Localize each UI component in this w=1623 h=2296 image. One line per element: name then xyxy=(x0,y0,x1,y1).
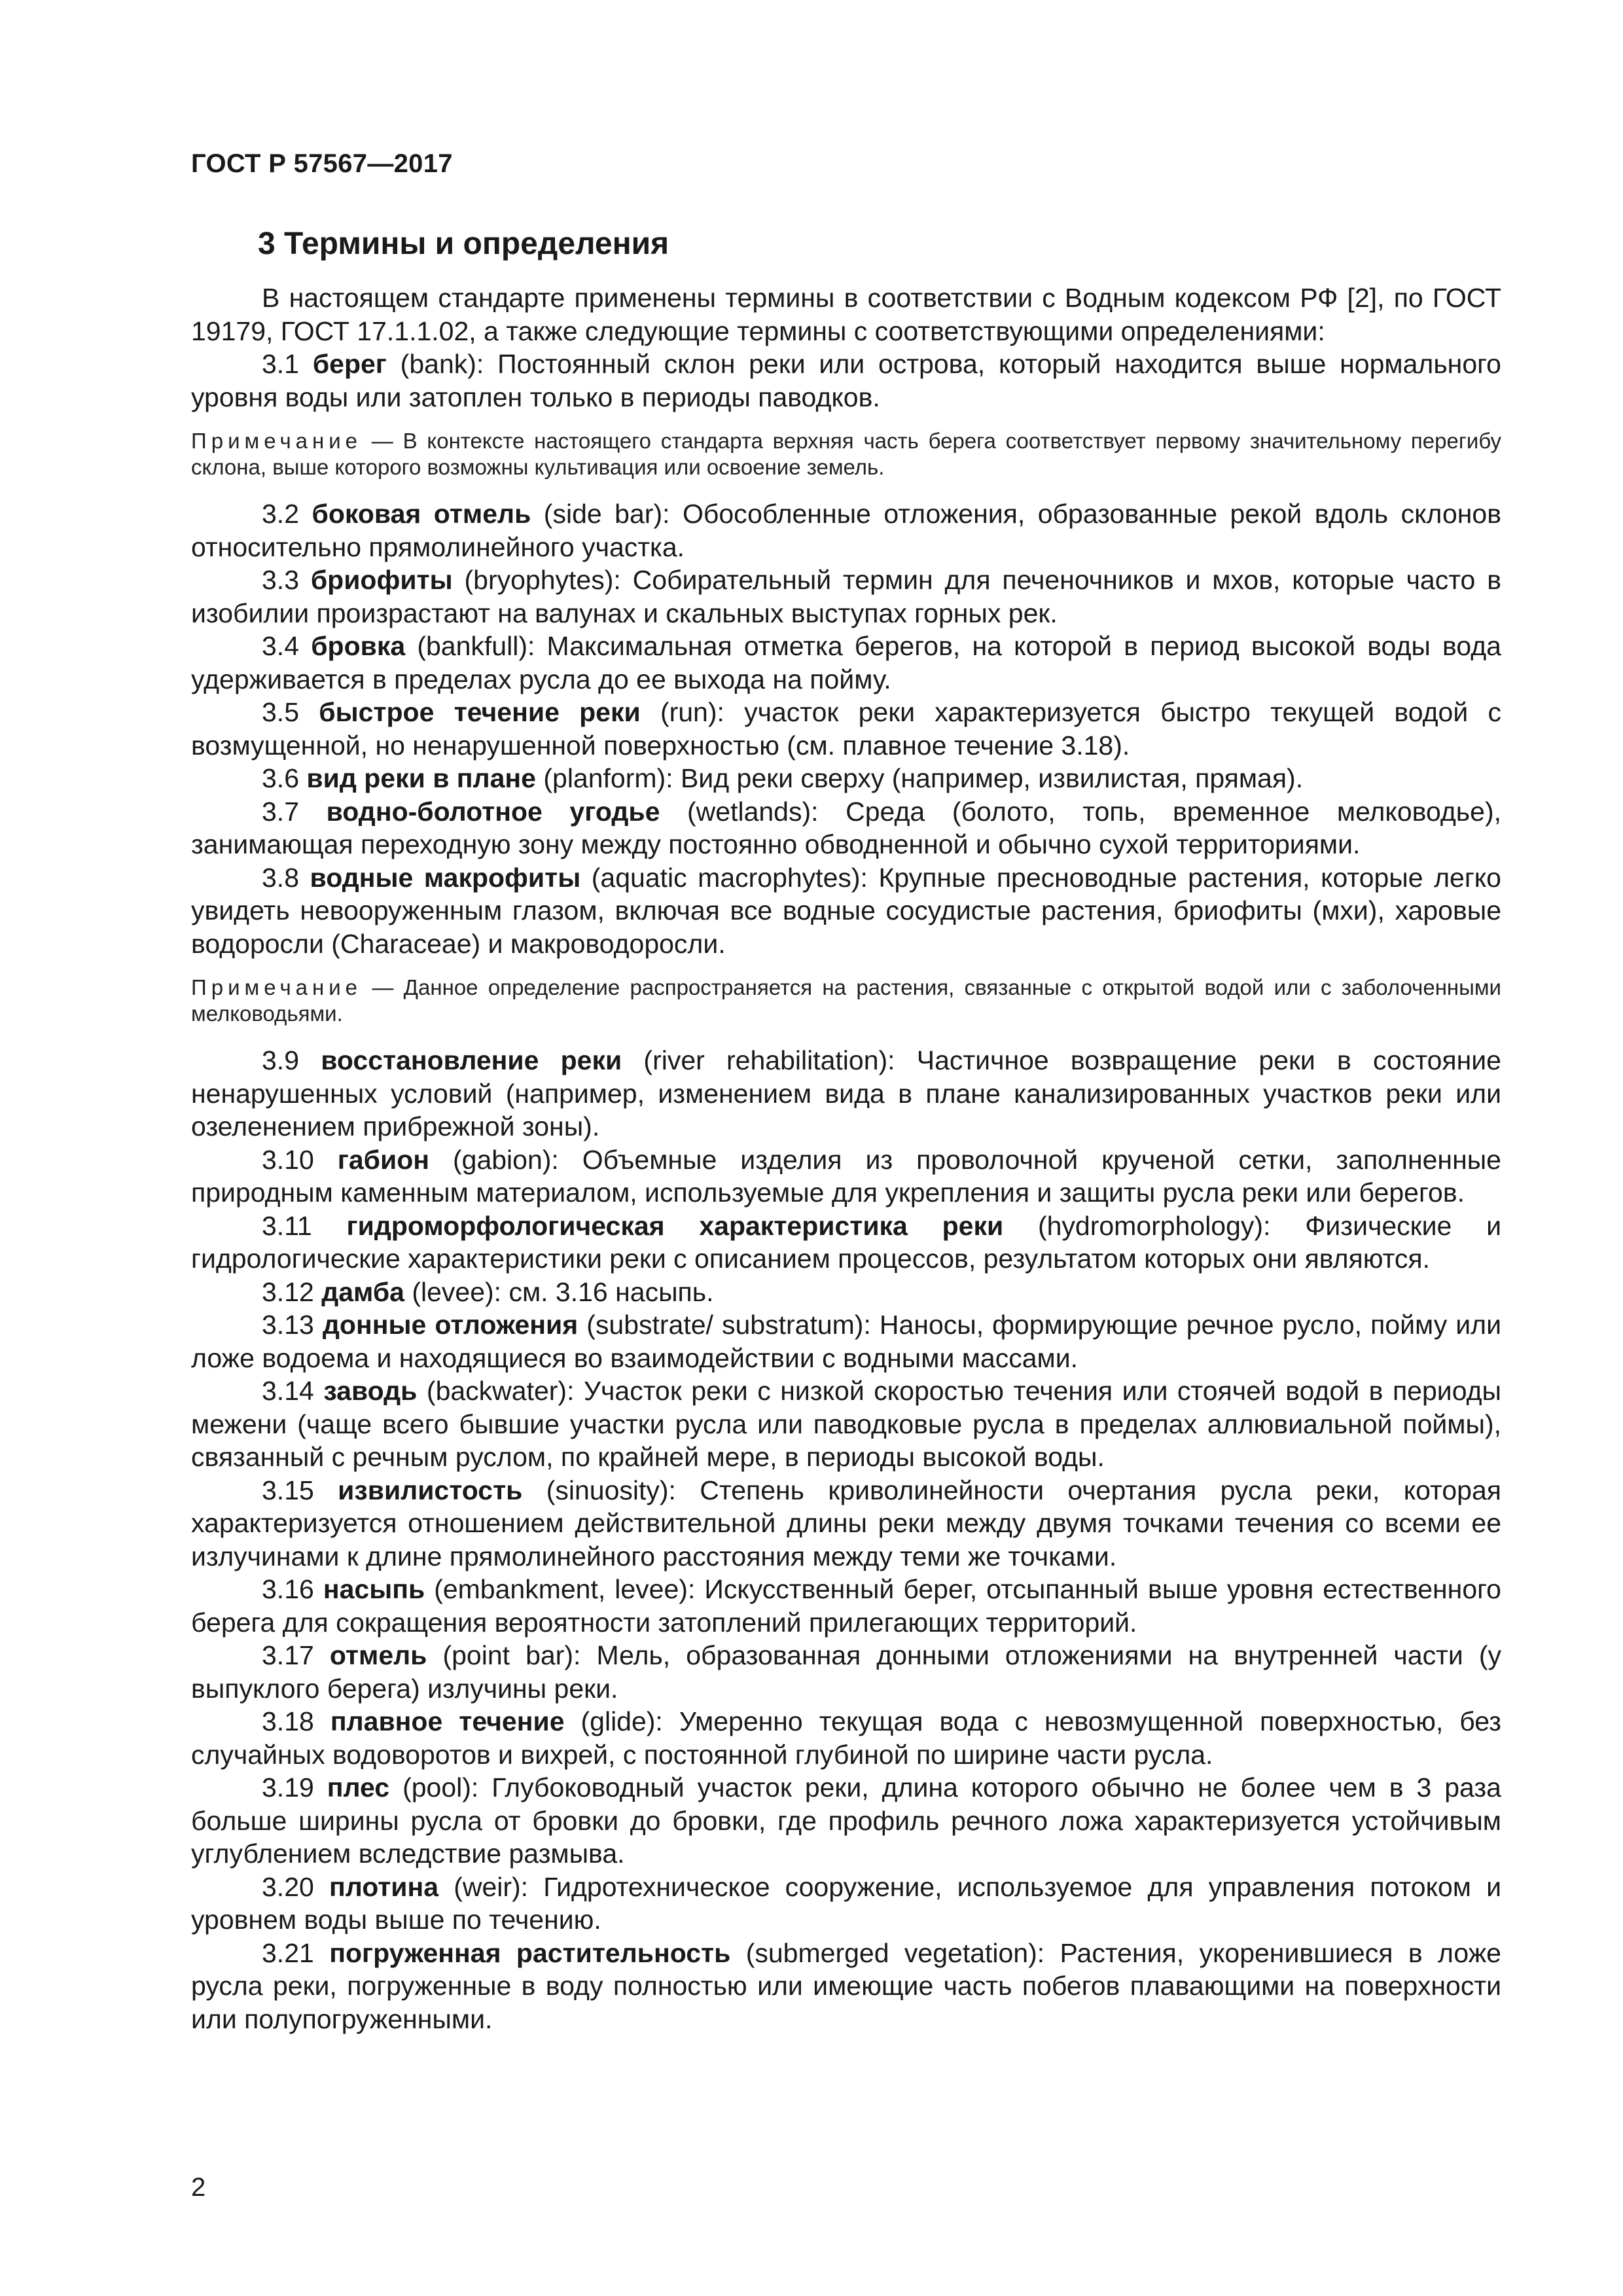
term-entry xyxy=(191,1210,1501,1276)
term-entry xyxy=(191,348,1501,414)
term-number: 3.9 xyxy=(262,1045,299,1075)
term-number: 3.17 xyxy=(262,1640,314,1670)
term-definition: (aquatic macrophytes): Крупные пресноводные растения, которые легко увидеть невооруженным глазом, включая все водные сосудистые растения, бриофиты (мхи), харовые водоросли (Characeae) и макроводоросли. xyxy=(191,862,1501,959)
note-label: Примечание xyxy=(191,429,363,453)
term-definition: (hydromorphology): Физические и гидрологические характеристики реки с описанием процессов, результатом которых они являются. xyxy=(191,1210,1501,1274)
document-code-header: ГОСТ Р 57567—2017 xyxy=(191,149,453,178)
term-entry xyxy=(191,630,1501,696)
term-entry xyxy=(191,1871,1501,1937)
term-definition: (substrate/ substratum): Наносы, формирующие речное русло, пойму или ложе водоема и находящиеся во взаимодействии с водными массами. xyxy=(191,1310,1501,1373)
note-text: — В контексте настоящего стандарта верхняя часть берега соответствует первому значительному перегибу склона, выше которого возможны культивация или освоение земель. xyxy=(191,429,1501,479)
term-name: плес xyxy=(327,1772,390,1803)
page-number: 2 xyxy=(191,2173,206,2202)
term-entry xyxy=(191,1474,1501,1573)
term-number: 3.13 xyxy=(262,1310,314,1340)
term-name: плотина xyxy=(329,1871,439,1902)
term-entry xyxy=(191,1771,1501,1871)
term-name: плавное течение xyxy=(330,1706,565,1736)
term-name: восстановление реки xyxy=(321,1045,622,1075)
term-number: 3.7 xyxy=(262,796,299,827)
term-entry xyxy=(191,1276,1501,1309)
term-definition: (weir): Гидротехническое сооружение, используемое для управления потоком и уровнем воды выше по течению. xyxy=(191,1871,1501,1935)
section-intro: В настоящем стандарте применены термины в соответствии с Водным кодексом РФ [2], по ГОСТ 19179, ГОСТ 17.1.1.02, а также следующие термины с соответствующими определениями: xyxy=(191,283,1501,346)
term-number: 3.19 xyxy=(262,1772,314,1803)
term-number: 3.15 xyxy=(262,1475,314,1505)
term-definition: (glide): Умеренно текущая вода с невозмущенной поверхностью, без случайных водоворотов и вихрей, с постоянной глубиной по ширине части русла. xyxy=(191,1706,1501,1770)
term-entry xyxy=(191,497,1501,564)
term-number: 3.11 xyxy=(262,1210,312,1241)
term-definition: (backwater): Участок реки с низкой скоростью течения или стоячей водой в периоды межени (чаще всего бывшие участки русла или паводковые русла в пределах аллювиальной поймы), связанный с речным руслом, по крайней мере, в периоды высокой воды. xyxy=(191,1376,1501,1472)
term-definition: (bankfull): Максимальная отметка берегов, на которой в период высокой воды вода удерживается в пределах русла до ее выхода на пойму. xyxy=(191,631,1501,694)
term-number: 3.2 xyxy=(262,499,299,529)
term-entry xyxy=(191,861,1501,961)
term-number: 3.5 xyxy=(262,697,299,727)
term-definition: (submerged vegetation): Растения, укоренившиеся в ложе русла реки, погруженные в воду полностью или имеющие часть побегов плавающими на поверхности или полупогруженными. xyxy=(191,1937,1501,2034)
document-body xyxy=(191,221,1501,2036)
section-title: 3 Термины и определения xyxy=(258,226,669,261)
term-entry xyxy=(191,1143,1501,1210)
term-entry xyxy=(191,696,1501,762)
term-entry xyxy=(191,1044,1501,1143)
note-text: — Данное определение распространяется на растения, связанные с открытой водой или с заболоченными мелководьями. xyxy=(191,975,1501,1026)
term-definition: (levee): см. 3.16 насыпь. xyxy=(404,1276,714,1307)
term-name: бровка xyxy=(311,631,406,661)
term-name: гидроморфологическая характеристика реки xyxy=(346,1210,1004,1241)
term-entry xyxy=(191,1308,1501,1374)
term-definition: (gabion): Объемные изделия из проволочной крученой сетки, заполненные природным каменным материалом, используемые для укрепления и защиты русла реки или берегов. xyxy=(191,1144,1501,1208)
term-name: погруженная растительность xyxy=(329,1937,731,1968)
term-name: отмель xyxy=(329,1640,427,1670)
term-name: донные отложения xyxy=(322,1310,579,1340)
term-name: насыпь xyxy=(323,1574,425,1604)
note xyxy=(191,428,1501,480)
term-name: извилистость xyxy=(338,1475,523,1505)
term-name: берег xyxy=(312,349,387,379)
term-number: 3.18 xyxy=(262,1706,314,1736)
term-name: бриофиты xyxy=(310,565,453,595)
term-entry xyxy=(191,1705,1501,1771)
term-definition: (bryophytes): Собирательный термин для печеночников и мхов, которые часто в изобилии произрастают на валунах и скальных выступах горных рек. xyxy=(191,565,1501,628)
term-entry xyxy=(191,1937,1501,2036)
term-definition: (wetlands): Среда (болото, топь, временное мелководье), занимающая переходную зону между постоянно обводненной и обычно сухой территориями. xyxy=(191,796,1501,859)
term-number: 3.6 xyxy=(262,763,299,793)
term-number: 3.14 xyxy=(262,1376,314,1406)
term-definition: (bank): Постоянный склон реки или острова, который находится выше нормального уровня воды или затоплен только в периоды паводков. xyxy=(191,349,1501,412)
term-name: водно-болотное угодье xyxy=(326,796,660,827)
note-label: Примечание xyxy=(191,975,363,999)
term-name: габион xyxy=(337,1144,430,1175)
term-entry xyxy=(191,1374,1501,1474)
term-number: 3.1 xyxy=(262,349,299,379)
term-name: дамба xyxy=(321,1276,404,1307)
term-name: вид реки в плане xyxy=(306,763,536,793)
term-definition: (embankment, levee): Искусственный берег, отсыпанный выше уровня естественного берега для сокращения вероятности затоплений прилегающих территорий. xyxy=(191,1574,1501,1638)
term-entry xyxy=(191,795,1501,861)
term-number: 3.10 xyxy=(262,1144,314,1175)
term-definition: (sinuosity): Степень криволинейности очертания русла реки, которая характеризуется отношением действительной длины реки между двумя точками течения со всеми ее излучинами к длине прямолинейного расстояния между теми же точками. xyxy=(191,1475,1501,1571)
term-definition: (side bar): Обособленные отложения, образованные рекой вдоль склонов относительно прямолинейного участка. xyxy=(191,499,1501,562)
term-entry xyxy=(191,564,1501,630)
note xyxy=(191,975,1501,1027)
term-definition: (pool): Глубоководный участок реки, длина которого обычно не более чем в 3 раза больше ширины русла от бровки до бровки, где профиль речного ложа характеризуется устойчивым углублением вследствие размыва. xyxy=(191,1772,1501,1869)
term-definition: (planform): Вид реки сверху (например, извилистая, прямая). xyxy=(535,763,1304,793)
term-definition: (point bar): Мель, образованная донными отложениями на внутренней части (у выпуклого берега) излучины реки. xyxy=(191,1640,1501,1704)
term-number: 3.8 xyxy=(262,862,299,893)
term-entry xyxy=(191,1573,1501,1639)
term-number: 3.21 xyxy=(262,1937,314,1968)
term-entry xyxy=(191,762,1501,795)
term-number: 3.16 xyxy=(262,1574,314,1604)
term-number: 3.3 xyxy=(262,565,299,595)
term-entry xyxy=(191,1639,1501,1705)
term-name: боковая отмель xyxy=(312,499,531,529)
term-definition: (run): участок реки характеризуется быстро текущей водой с возмущенной, но ненарушенной поверхностью (см. плавное течение 3.18). xyxy=(191,697,1501,761)
term-number: 3.4 xyxy=(262,631,299,661)
term-name: быстрое течение реки xyxy=(319,697,641,727)
term-definition: (river rehabilitation): Частичное возвращение реки в состояние ненарушенных условий (например, изменением вида в плане канализированных участков реки или озеленением прибрежной зоны). xyxy=(191,1045,1501,1141)
term-number: 3.20 xyxy=(262,1871,314,1902)
term-number: 3.12 xyxy=(262,1276,314,1307)
term-name: заводь xyxy=(323,1376,418,1406)
term-name: водные макрофиты xyxy=(310,862,581,893)
